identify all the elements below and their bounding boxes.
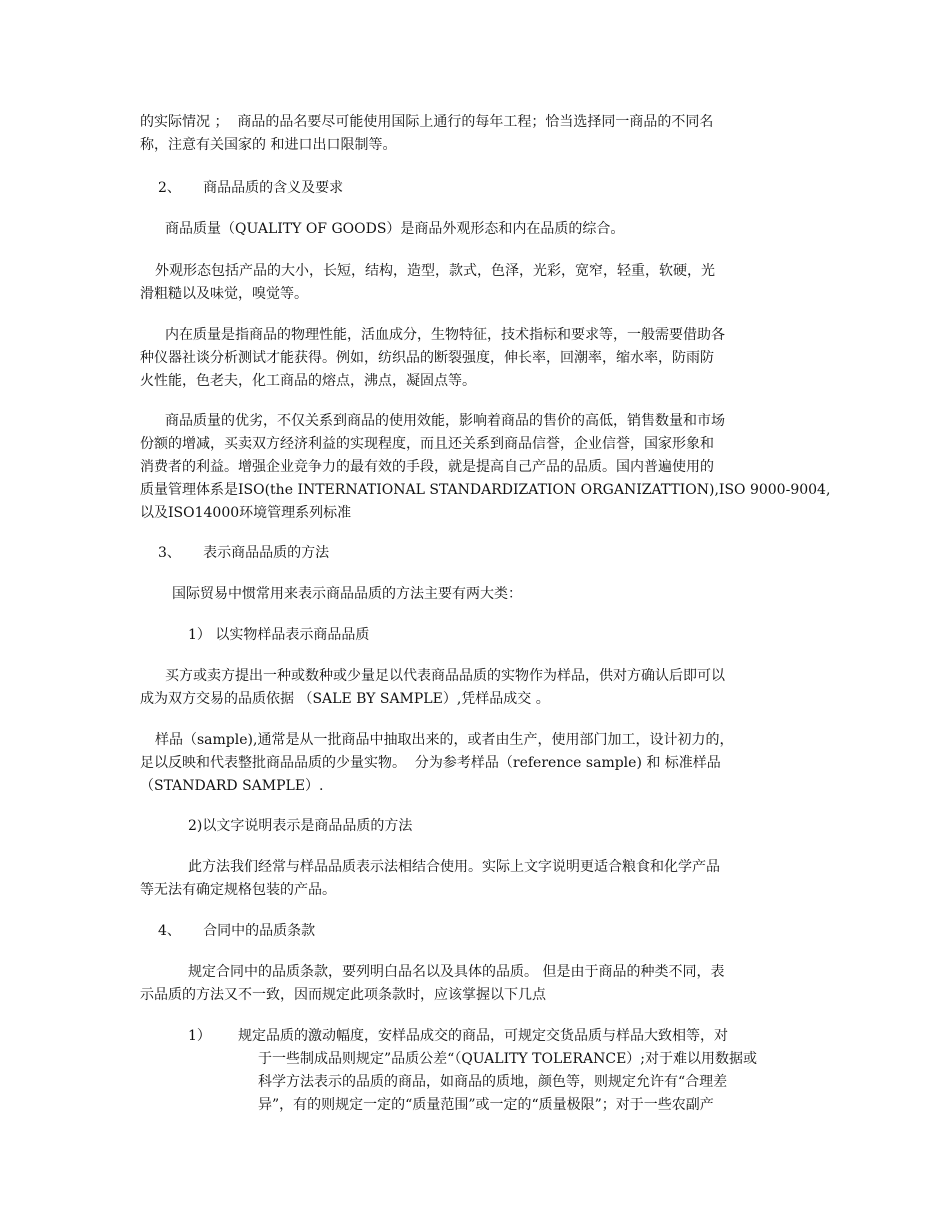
list-item-line: 科学方法表示的品质的商品，如商品的质地，颜色等，则规定允许有“合理差 bbox=[258, 1074, 728, 1090]
list-item-line: 于一些制成品则规定”品质公差“（QUALITY TOLERANCE）;对于难以用数据或 bbox=[258, 1051, 758, 1067]
section-heading: 2、 商品品质的含义及要求 bbox=[158, 180, 344, 196]
paragraph-line: 规定合同中的品质条款，要列明白品名以及具体的品质。 但是由于商品的种类不同，表 bbox=[188, 964, 725, 980]
section-heading: 4、 合同中的品质条款 bbox=[158, 923, 316, 939]
paragraph-line: 买方或卖方提出一种或数种或少量足以代表商品品质的实物作为样品，供对方确认后即可以 bbox=[165, 668, 725, 684]
paragraph-line: 称，注意有关国家的 和进口出口限制等。 bbox=[140, 137, 397, 153]
paragraph-line: （STANDARD SAMPLE）. bbox=[140, 778, 324, 794]
paragraph-line: 火性能，色老夫，化工商品的熔点，沸点，凝固点等。 bbox=[140, 373, 476, 389]
paragraph-line: 种仪器社谈分析测试才能获得。例如，纺织品的断裂强度，伸长率，回潮率，缩水率，防雨防 bbox=[140, 350, 714, 366]
paragraph-line: 等无法有确定规格包装的产品。 bbox=[140, 882, 336, 898]
paragraph-line: 国际贸易中惯常用来表示商品品质的方法主要有两大类： bbox=[172, 586, 522, 602]
section-heading: 3、 表示商品品质的方法 bbox=[158, 545, 330, 561]
paragraph-line: 的实际情况 ； 商品的品名要尽可能使用国际上通行的每年工程；恰当选择同一商品的不同名 bbox=[140, 114, 714, 130]
list-item-line: 规定品质的激动幅度，安样品成交的商品，可规定交货品质与样品大致相等，对 bbox=[238, 1028, 728, 1044]
paragraph-line: 此方法我们经常与样品品质表示法相结合使用。实际上文字说明更适合粮食和化学产品 bbox=[188, 859, 720, 875]
list-marker: 1） bbox=[188, 1028, 211, 1044]
subsection-heading: 1） 以实物样品表示商品品质 bbox=[188, 627, 370, 643]
paragraph-line: 样品（sample),通常是从一批商品中抽取出来的，或者由生产，使用部门加工，设计初力的， bbox=[155, 732, 734, 748]
paragraph-line: 内在质量是指商品的物理性能，活血成分，生物特征，技术指标和要求等，一般需要借助各 bbox=[165, 327, 725, 343]
paragraph-line: 消费者的利益。增强企业竞争力的最有效的手段，就是提高自己产品的品质。国内普遍使用的 bbox=[140, 459, 714, 475]
paragraph-line: 示品质的方法又不一致，因而规定此项条款时，应该掌握以下几点 bbox=[140, 987, 546, 1003]
paragraph-line: 商品质量（QUALITY OF GOODS）是商品外观形态和内在品质的综合。 bbox=[165, 221, 625, 237]
paragraph-line: 商品质量的优劣，不仅关系到商品的使用效能，影响着商品的售价的高低，销售数量和市场 bbox=[165, 413, 725, 429]
paragraph-line: 外观形态包括产品的大小，长短，结构，造型，款式，色泽，光彩，宽窄，轻重，软硬，光 bbox=[155, 263, 715, 279]
paragraph-line: 以及ISO14000环境管理系列标准 bbox=[140, 505, 352, 521]
paragraph-line: 滑粗糙以及味觉，嗅觉等。 bbox=[140, 286, 308, 302]
list-item-line: 异”，有的则规定一定的“质量范围”或一定的“质量极限”；对于一些农副产 bbox=[258, 1097, 714, 1113]
paragraph-line: 质量管理体系是ISO(the INTERNATIONAL STANDARDIZATION ORGANIZATTION),ISO 9000-9004, bbox=[140, 482, 831, 498]
subsection-heading: 2)以文字说明表示是商品品质的方法 bbox=[188, 818, 413, 834]
paragraph-line: 成为双方交易的品质依据 （SALE BY SAMPLE）,凭样品成交 。 bbox=[140, 691, 550, 707]
paragraph-line: 足以反映和代表整批商品品质的少量实物。 分为参考样品（reference sample) 和 标准样品 bbox=[140, 755, 721, 771]
paragraph-line: 份额的增减，买卖双方经济利益的实现程度，而且还关系到商品信誉，企业信誉，国家形象和 bbox=[140, 436, 714, 452]
